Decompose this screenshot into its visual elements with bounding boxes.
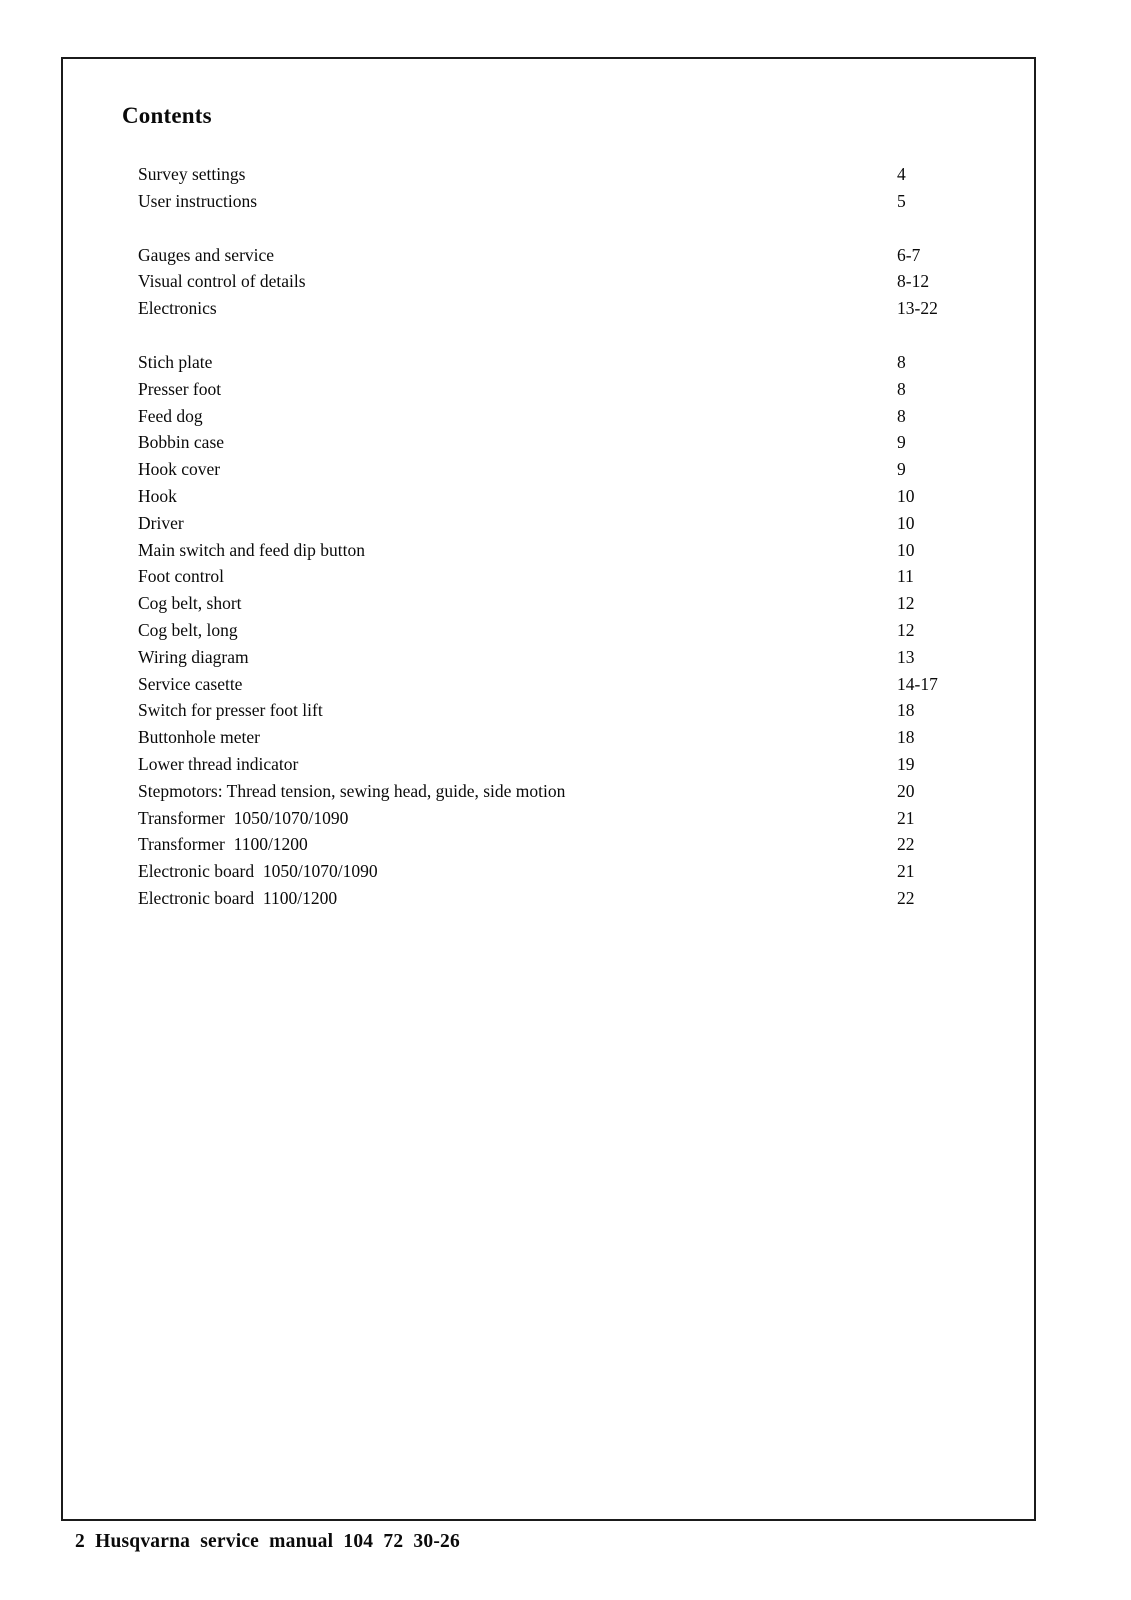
toc-entry-page-number: 4 [897, 164, 906, 184]
toc-entry [138, 349, 982, 376]
toc-entry [138, 161, 982, 188]
toc-entry-label: User instructions [138, 190, 258, 211]
toc-entry [138, 697, 982, 724]
toc-entry-page-number: 19 [897, 753, 915, 774]
toc-entry-label: Stich plate [138, 351, 213, 372]
toc-entry-label: Survey settings [138, 164, 246, 184]
toc-entry-page-number: 10 [897, 512, 915, 533]
toc-entry [138, 429, 982, 456]
toc-entry-page-number: 5 [897, 190, 906, 211]
toc-entry [138, 590, 982, 617]
toc-entry-page-number: 10 [897, 485, 915, 506]
toc-entry-label: Electronic board 1050/1070/1090 [138, 861, 378, 882]
toc-entry-page-number: 8 [897, 405, 906, 426]
toc-entry-page-number: 8-12 [897, 271, 930, 292]
toc-entry-page-number: 14-17 [897, 673, 938, 694]
toc-entry-page-number: 10 [897, 539, 915, 560]
toc-entry-page-number: 9 [897, 432, 906, 453]
toc-entry-page-number: 13 [897, 646, 915, 667]
toc-entry-page-number: 12 [897, 619, 915, 640]
toc-entry [138, 563, 982, 590]
toc-entry-page-number: 9 [897, 459, 906, 480]
toc-entry [138, 376, 982, 403]
toc-entry [138, 885, 982, 912]
toc-entry [138, 510, 982, 537]
toc-entry-label: Cog belt, long [138, 619, 238, 640]
toc-group-gap [138, 322, 982, 349]
toc-entry-label: Driver [138, 512, 184, 533]
toc-entry [138, 644, 982, 671]
toc-entry [138, 403, 982, 430]
toc-entry-page-number: 8 [897, 351, 906, 372]
toc-entry [138, 805, 982, 832]
toc-entry-label: Wiring diagram [138, 646, 249, 667]
toc-entry-page-number: 21 [897, 807, 915, 828]
toc-entry [138, 671, 982, 698]
toc-entry [138, 537, 982, 564]
toc-entry-label: Switch for presser foot lift [138, 700, 323, 721]
toc-entry [138, 724, 982, 751]
toc-entry [138, 456, 982, 483]
page-footer: 2 Husqvarna service manual 104 72 30-26 [75, 1531, 460, 1552]
toc-entry-label: Electronic board 1100/1200 [138, 887, 338, 908]
toc-entry [138, 751, 982, 778]
toc-entry-label: Presser foot [138, 378, 222, 399]
toc-entry-page-number: 18 [897, 727, 915, 748]
toc-entry-label: Main switch and feed dip button [138, 539, 365, 560]
contents-section [122, 103, 982, 912]
toc-entry-page-number: 20 [897, 780, 915, 801]
toc-entry [138, 778, 982, 805]
toc-entry-page-number: 22 [897, 834, 915, 855]
toc-entry-page-number: 8 [897, 378, 906, 399]
toc-entry-label: Transformer 1050/1070/1090 [138, 807, 349, 828]
toc-entry-label: Cog belt, short [138, 593, 242, 614]
toc-entry [138, 831, 982, 858]
toc-entry-label: Buttonhole meter [138, 727, 260, 748]
toc-entry [138, 242, 982, 269]
toc-entry-label: Bobbin case [138, 432, 225, 453]
toc-entry [138, 483, 982, 510]
toc-entry-label: Transformer 1100/1200 [138, 834, 308, 855]
toc-entry [138, 858, 982, 885]
toc-entry-page-number: 22 [897, 887, 915, 908]
toc-entry-page-number: 11 [897, 566, 914, 587]
toc-entry-label: Lower thread indicator [138, 753, 299, 774]
toc-entry [138, 295, 982, 322]
toc-entry [138, 617, 982, 644]
toc-entry-label: Foot control [138, 566, 225, 587]
toc-entry [138, 188, 982, 215]
toc-entry-label: Hook [138, 485, 177, 506]
toc-entry-label: Stepmotors: Thread tension, sewing head, guide, side motion [138, 780, 566, 801]
toc-entry-label: Visual control of details [138, 271, 306, 292]
toc-entry-label: Gauges and service [138, 244, 275, 265]
toc-entry-page-number: 12 [897, 593, 915, 614]
toc-entry-label: Feed dog [138, 405, 203, 426]
toc-entry-page-number: 6-7 [897, 244, 921, 265]
toc-entry-page-number: 18 [897, 700, 915, 721]
toc-group-gap [138, 215, 982, 242]
toc-entry-page-number: 13-22 [897, 298, 938, 319]
toc-entry [138, 268, 982, 295]
page-title: Contents [122, 103, 212, 128]
toc-entry-label: Hook cover [138, 459, 221, 480]
toc-entry-label: Service casette [138, 673, 243, 694]
toc-entry-label: Electronics [138, 298, 217, 319]
toc-list [138, 161, 982, 912]
toc-entry-page-number: 21 [897, 861, 915, 882]
